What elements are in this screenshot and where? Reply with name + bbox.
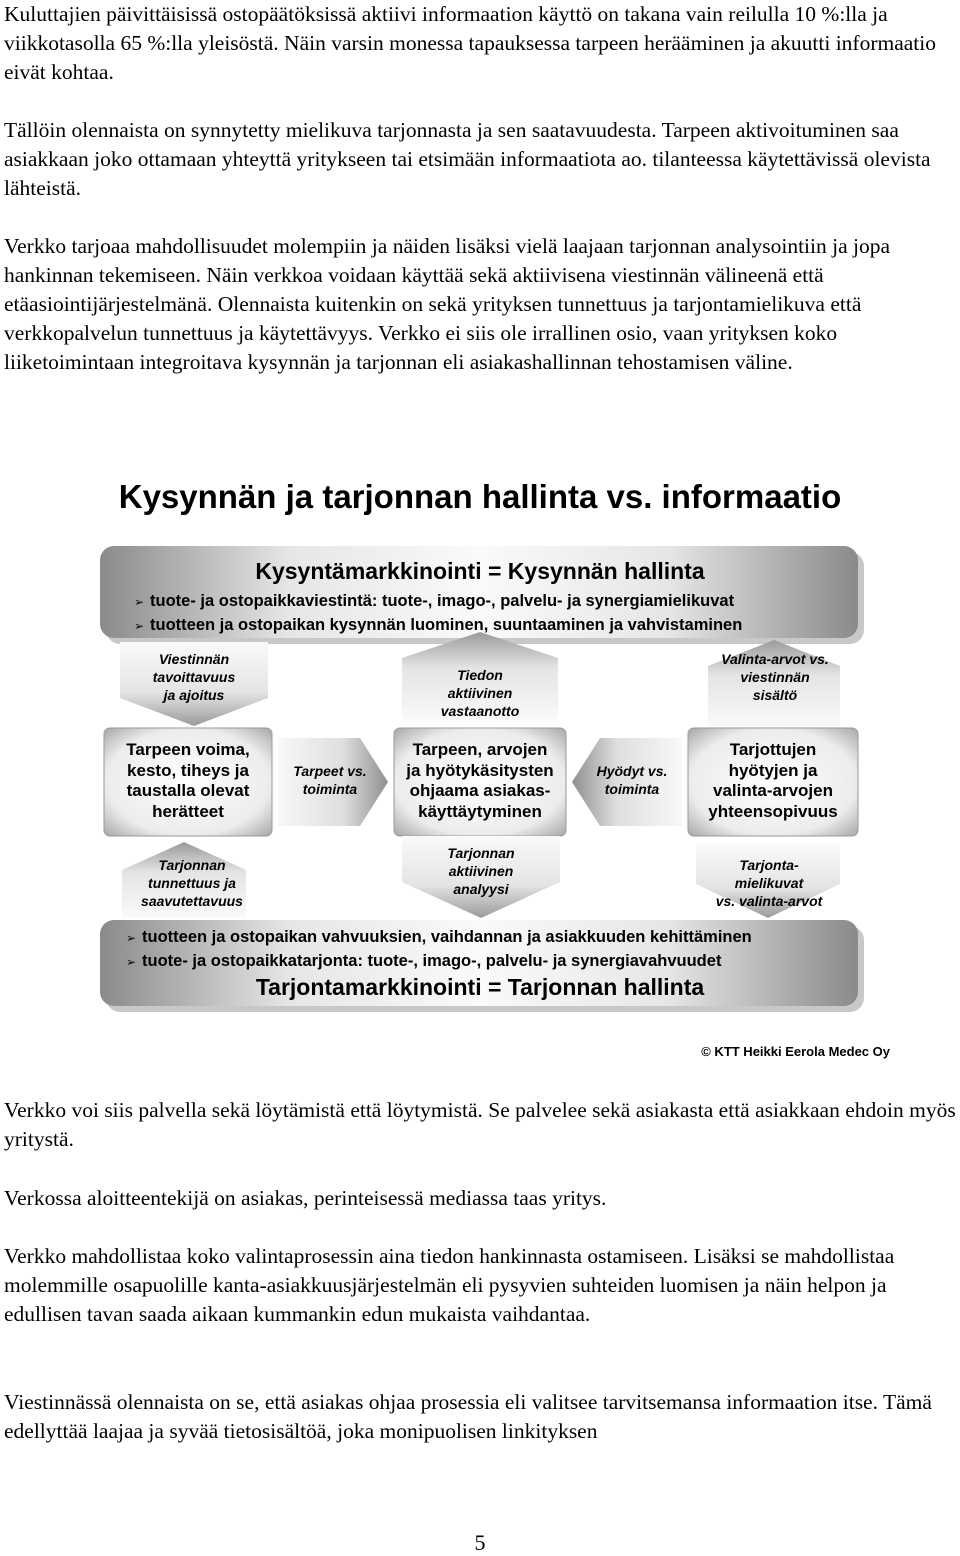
center-box-label: Tarpeen, arvojen ja hyötykäsitysten ohjaama asiakas- käyttäytyminen bbox=[406, 740, 554, 821]
top-center-arrow-label: Tiedon aktiivinen vastaanotto bbox=[440, 667, 520, 719]
arrow-bullet-icon: ➢ bbox=[126, 931, 137, 945]
diagram bbox=[0, 540, 960, 1020]
paragraph-7: Viestinnässä olennaista on se, että asiakas ohjaa prosessia eli valitsee tarvitsemansa informaation itse. Tämä edellyttää laajaa ja syvää tietosisältöä, joka monipuolisen linkityksen bbox=[4, 1390, 932, 1443]
arrow-bullet-icon: ➢ bbox=[126, 955, 137, 969]
diagram-title: Kysynnän ja tarjonnan hallinta vs. informaatio bbox=[118, 478, 842, 515]
top-bullet-1: ➢ tuote- ja ostopaikkaviestintä: tuote-, imago-, palvelu- ja synergiamielikuvat bbox=[134, 590, 742, 614]
arrow-bullet-icon: ➢ bbox=[134, 619, 145, 633]
left-mid-arrow-label: Tarpeet vs. toiminta bbox=[293, 763, 367, 797]
top-right-arrow-label: Valinta-arvot vs. viestinnän sisältö bbox=[721, 651, 829, 703]
left-box-label: Tarpeen voima, kesto, tiheys ja taustalla olevat herätteet bbox=[126, 740, 250, 821]
bottom-right-arrow-label: Tarjonta- mielikuvat vs. valinta-arvot bbox=[715, 857, 823, 909]
bottom-bullet-1: ➢ tuotteen ja ostopaikan vahvuuksien, vaihdannan ja asiakkuuden kehittäminen bbox=[126, 926, 752, 950]
bottom-center-arrow-label: Tarjonnan aktiivinen analyysi bbox=[447, 845, 515, 897]
right-box-label: Tarjottujen hyötyjen ja valinta-arvojen yhteensopivuus bbox=[708, 740, 838, 821]
bottom-left-arrow-label: Tarjonnan tunnettuus ja saavutettavuus bbox=[141, 857, 243, 909]
top-bullet-2: ➢ tuotteen ja ostopaikan kysynnän luominen, suuntaaminen ja vahvistaminen bbox=[134, 614, 742, 638]
paragraph-2: Tällöin olennaista on synnytetty mielikuva tarjonnasta ja sen saatavuudesta. Tarpeen aktivoituminen saa asiakkaan joko ottamaan yhteyttä yritykseen tai etsimään informaatiota ao. tilanteessa käytettävissä olevista lähteistä. bbox=[4, 118, 931, 200]
bottom-bullet-2: ➢ tuote- ja ostopaikkatarjonta: tuote-, imago-, palvelu- ja synergiavahvuudet bbox=[126, 950, 752, 974]
paragraph-4: Verkko voi siis palvella sekä löytämistä että löytymistä. Se palvelee sekä asiakasta että asiakkaan ehdoin myös yritystä. bbox=[4, 1098, 956, 1151]
paragraph-6: Verkko mahdollistaa koko valintaprosessin aina tiedon hankinnasta ostamiseen. Lisäksi se mahdollistaa molemmille osapuolille kanta-asiakkuusjärjestelmän eli pysyvien suhteiden luomisen ja näin helpon ja edullisen tavan saada aikaan kummankin edun mukaista vaihdantaa. bbox=[4, 1244, 895, 1326]
paragraph-3: Verkko tarjoaa mahdollisuudet molempiin ja näiden lisäksi vielä laajaan tarjonnan analysointiin ja jopa hankinnan tekemiseen. Näin verkkoa voidaan käyttää sekä aktiivisena viestinnän välineenä että etäasiointijärjestelmänä. Olennaista kuitenkin on sekä yrityksen tunnettuus ja tarjontamielikuva että verkkopalvelun tunnettuus ja käytettävyys. Verkko ei siis ole irrallinen osio, vaan yrityksen koko liiketoimintaan integroitava kysynnän ja tarjonnan eli asiakashallinnan tehostamisen väline. bbox=[4, 234, 891, 374]
top-banner-heading: Kysyntämarkkinointi = Kysynnän hallinta bbox=[255, 558, 705, 584]
paragraph-1: Kuluttajien päivittäisissä ostopäätöksissä aktiivi informaation käyttö on takana vain reilulla 10 %:lla ja viikkotasolla 65 %:lla yleisöstä. Näin varsin monessa tapauksessa tarpeen herääminen ja akuutti informaatio eivät kohtaa. bbox=[4, 2, 936, 84]
top-left-arrow-label: Viestinnän tavoittavuus ja ajoitus bbox=[152, 651, 236, 703]
bottom-banner-bullets bbox=[126, 926, 752, 974]
right-mid-arrow-label: Hyödyt vs. toiminta bbox=[596, 763, 668, 797]
paragraph-5: Verkossa aloitteentekijä on asiakas, perinteisessä mediassa taas yritys. bbox=[4, 1186, 607, 1210]
arrow-bullet-icon: ➢ bbox=[134, 595, 145, 609]
copyright-note: © KTT Heikki Eerola Medec Oy bbox=[701, 1044, 890, 1059]
bottom-banner-heading: Tarjontamarkkinointi = Tarjonnan hallinta bbox=[255, 974, 705, 1000]
page-number: 5 bbox=[474, 1530, 486, 1555]
top-banner-bullets bbox=[134, 590, 742, 638]
